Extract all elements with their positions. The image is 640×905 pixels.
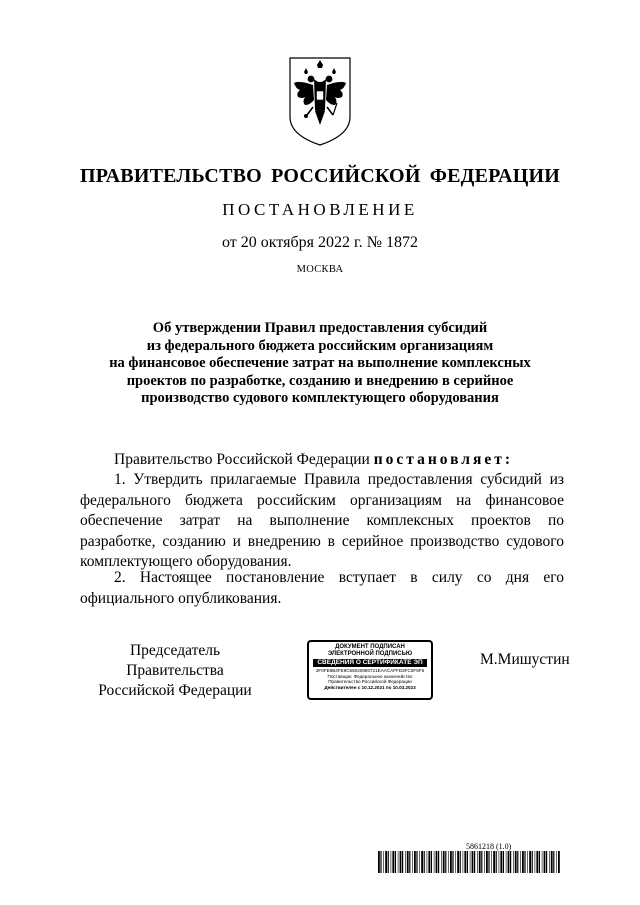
barcode-number: 5861218 (1.0)	[466, 842, 512, 851]
barcode-bar	[405, 851, 406, 873]
barcode-bar	[472, 851, 474, 873]
barcode-bar	[546, 851, 547, 873]
barcode-bar	[457, 851, 459, 873]
city: МОСКВА	[296, 264, 344, 275]
barcode-bar	[506, 851, 507, 873]
barcode-bar	[452, 851, 453, 873]
barcode-bar	[443, 851, 445, 873]
stamp-validity: Действителен с 10.12.2021 по 10.03.2023	[324, 684, 416, 690]
barcode-bar	[481, 851, 482, 873]
subject-line: производство судового комплектующего оборудования	[141, 390, 499, 406]
barcode-bar	[431, 851, 432, 873]
barcode-bar	[520, 851, 521, 873]
preamble-decree-word: постановляет:	[373, 451, 514, 468]
barcode-bar	[535, 851, 536, 873]
barcode-bar	[503, 851, 504, 873]
document-date-number: от 20 октября 2022 г. № 1872	[221, 234, 418, 251]
subject-line: на финансовое обеспечение затрат на выполнение комплексных	[109, 355, 531, 371]
barcode-bar	[445, 851, 446, 873]
barcode-bar	[532, 851, 533, 873]
barcode-bar	[395, 851, 396, 873]
barcode-bar	[510, 851, 511, 873]
barcode-bar	[551, 851, 553, 873]
stamp-issuer: Поставщик: Федеральное казначейство	[327, 673, 413, 679]
signer-title-line: Председатель Правительства	[126, 642, 224, 679]
stamp-line: ЭЛЕКТРОННОЙ ПОДПИСЬЮ	[327, 651, 413, 657]
barcode-bar	[544, 851, 546, 873]
barcode-bar	[391, 851, 392, 873]
preamble-text: Правительство Российской Федерации	[114, 451, 374, 468]
barcode-bar	[448, 851, 449, 873]
subject-line: Об утверждении Правил предоставления субсидий	[152, 320, 488, 336]
barcode-bar	[383, 851, 384, 873]
barcode-bar	[378, 851, 380, 873]
barcode-bar	[484, 851, 485, 873]
barcode-bar	[407, 851, 409, 873]
barcode-bar	[513, 851, 514, 873]
barcode-bar	[527, 851, 528, 873]
barcode-bar	[558, 851, 560, 873]
barcode-bar	[424, 851, 425, 873]
barcode-bar	[499, 851, 500, 873]
barcode-bar	[474, 851, 475, 873]
signer-title	[80, 641, 270, 701]
barcode-bar	[529, 851, 531, 873]
barcode-bar	[402, 851, 403, 873]
document-subject	[70, 320, 570, 408]
electronic-signature-stamp	[307, 640, 433, 700]
paragraph-2: 2. Настоящее постановление вступает в силу со дня его официального опубликования.	[80, 569, 564, 607]
barcode-bar	[496, 851, 497, 873]
barcode-bar	[508, 851, 510, 873]
barcode-bar	[450, 851, 452, 873]
barcode-bar	[438, 851, 439, 873]
barcode-bar	[517, 851, 518, 873]
barcode-bar	[392, 851, 394, 873]
barcode-bar	[409, 851, 410, 873]
subject-line: проектов по разработке, созданию и внедрению в серийное	[126, 372, 514, 389]
barcode-bar	[414, 851, 416, 873]
stamp-serial: 3F0FE8B4FE9C55020880721EAACAFFD3FC5F5F6	[315, 668, 425, 673]
barcode-bar	[553, 851, 554, 873]
barcode-bar	[380, 851, 381, 873]
barcode-bar	[515, 851, 517, 873]
barcode-bar	[388, 851, 389, 873]
document-type: ПОСТАНОВЛЕНИЕ	[222, 200, 418, 219]
barcode-bar	[412, 851, 413, 873]
barcode-bar	[539, 851, 540, 873]
barcode-bar	[479, 851, 481, 873]
barcode-bar	[470, 851, 471, 873]
barcode-bar	[486, 851, 488, 873]
barcode-bar	[500, 851, 502, 873]
barcode-bar	[488, 851, 489, 873]
barcode-bar	[491, 851, 492, 873]
barcode-bar	[428, 851, 430, 873]
barcode-bar	[419, 851, 420, 873]
barcode-bar	[556, 851, 557, 873]
barcode-image	[378, 851, 560, 873]
barcode-bar	[477, 851, 478, 873]
preamble	[114, 450, 513, 471]
signer-name: М.Мишустин	[480, 651, 570, 668]
barcode-bar	[460, 851, 461, 873]
barcode-bar	[524, 851, 525, 873]
barcode-bar	[421, 851, 423, 873]
subject-line: из федерального бюджета российским организациям	[146, 337, 494, 354]
government-title: ПРАВИТЕЛЬСТВО РОССИЙСКОЙ ФЕДЕРАЦИИ	[80, 165, 560, 187]
barcode-bar	[434, 851, 435, 873]
barcode-bar	[416, 851, 417, 873]
barcode-bar	[463, 851, 464, 873]
barcode-bar	[398, 851, 399, 873]
barcode-bar	[549, 851, 550, 873]
barcode-bar	[400, 851, 402, 873]
barcode-bar	[441, 851, 442, 873]
paragraph-1: 1. Утвердить прилагаемые Правила предоставления субсидий из федерального бюджета российским организациям на финансовое обеспечение затрат на выполнение комплексных проектов по разработке, созданию и внедрению в серийное производство судового комплектующего оборудования.	[80, 471, 564, 570]
stamp-band: СВЕДЕНИЯ О СЕРТИФИКАТЕ ЭП	[313, 659, 427, 667]
barcode-bar	[464, 851, 466, 873]
barcode-bar	[467, 851, 468, 873]
barcode-bar	[493, 851, 495, 873]
barcode-bar	[522, 851, 524, 873]
barcode-bar	[455, 851, 456, 873]
barcode-bar	[385, 851, 387, 873]
barcode-bar	[427, 851, 428, 873]
barcode-bar	[436, 851, 438, 873]
coat-of-arms-emblem	[287, 55, 353, 147]
barcode-bar	[536, 851, 538, 873]
stamp-owner: Правительство Российской Федерации	[328, 679, 412, 685]
signer-title-line: Российской Федерации	[98, 682, 252, 699]
stamp-line: ДОКУМЕНТ ПОДПИСАН	[335, 644, 405, 650]
barcode-bar	[542, 851, 543, 873]
